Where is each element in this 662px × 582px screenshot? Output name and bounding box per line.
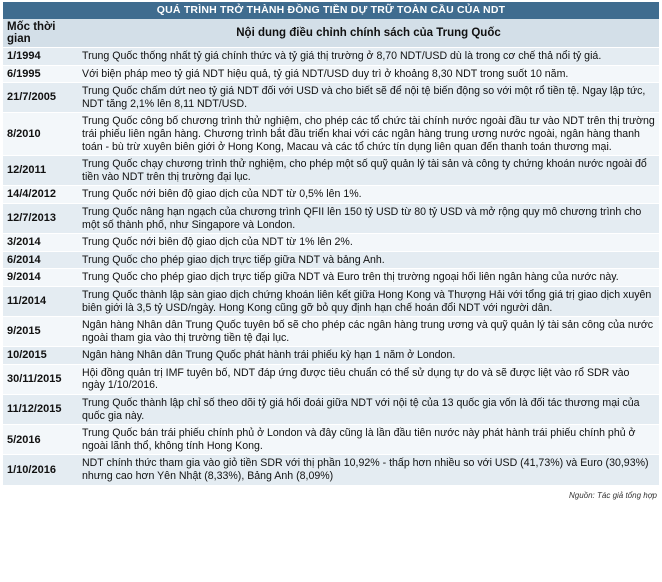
table-title: QUÁ TRÌNH TRỞ THÀNH ĐỒNG TIỀN DỰ TRỮ TOÀN CẦU CỦA NDT bbox=[3, 2, 659, 19]
table-row bbox=[3, 65, 659, 83]
table-row bbox=[3, 48, 659, 66]
row-content: Trung Quốc cho phép giao dịch trực tiếp giữa NDT và bảng Anh. bbox=[78, 251, 659, 269]
row-content: NDT chính thức tham gia vào giỏ tiền SDR với thị phần 10,92% - thấp hơn nhiều so với USD (41,73%) và Euro (30,93%) nhưng cao hơn Yên Nhật (8,33%), Bảng Anh (8,09%) bbox=[78, 455, 659, 485]
table-row bbox=[3, 113, 659, 156]
row-content: Trung Quốc nới biên độ giao dịch của NDT từ 1% lên 2%. bbox=[78, 234, 659, 252]
row-date: 3/2014 bbox=[3, 234, 78, 252]
table-row bbox=[3, 347, 659, 365]
row-date: 30/11/2015 bbox=[3, 364, 78, 394]
row-content: Trung Quốc chấm dứt neo tỷ giá NDT đối với USD và cho biết sẽ để nội tệ biến động so với một rổ tiền tệ. Ngay lập tức, NDT tăng 2,1% lên 8,11 NDT/USD. bbox=[78, 83, 659, 113]
table-row bbox=[3, 234, 659, 252]
row-content: Trung Quốc nâng hạn ngạch của chương trình QFII lên 150 tỷ USD từ 80 tỷ USD và mở rộng quy mô chương trình cho một số thành phố, như Singapore và London. bbox=[78, 203, 659, 233]
row-date: 12/7/2013 bbox=[3, 203, 78, 233]
header-content: Nội dung điều chỉnh chính sách của Trung Quốc bbox=[78, 19, 659, 48]
table-row bbox=[3, 156, 659, 186]
table-row bbox=[3, 425, 659, 455]
row-date: 1/10/2016 bbox=[3, 455, 78, 485]
row-content: Trung Quốc nới biên độ giao dịch của NDT từ 0,5% lên 1%. bbox=[78, 186, 659, 204]
row-content: Trung Quốc chạy chương trình thử nghiệm, cho phép một số quỹ quản lý tài sản và công ty chứng khoán nước ngoài đổ tiền vào NDT trên thị trường đại lục. bbox=[78, 156, 659, 186]
row-date: 14/4/2012 bbox=[3, 186, 78, 204]
row-content: Trung Quốc công bố chương trình thử nghiệm, cho phép các tổ chức tài chính nước ngoài đầu tư vào NDT trên thị trường trái phiếu liên ngân hàng. Chương trình bắt đầu triển khai với các ngân hàng trung ương nước ngoài, ngân hàng thanh toán - bù trừ xuyên biên giới ở Hong Kong, Macau và các tổ chức tín dụng liên quan đến thanh toán thương mại. bbox=[78, 113, 659, 156]
table-row bbox=[3, 186, 659, 204]
row-content: Ngân hàng Nhân dân Trung Quốc phát hành trái phiếu kỳ hạn 1 năm ở London. bbox=[78, 347, 659, 365]
table-header-row bbox=[3, 19, 659, 48]
row-content: Với biện pháp meo tỷ giá NDT hiệu quả, tỷ giá NDT/USD duy trì ở khoảng 8,30 NDT trong suốt 10 năm. bbox=[78, 65, 659, 83]
row-content: Trung Quốc thống nhất tỷ giá chính thức và tỷ giá thị trường ở 8,70 NDT/USD dù là trong cơ chế thả nổi tỷ giá. bbox=[78, 48, 659, 66]
table-row bbox=[3, 395, 659, 425]
row-content: Ngân hàng Nhân dân Trung Quốc tuyên bố sẽ cho phép các ngân hàng trung ương và quỹ quản lý tài sản công của nước ngoài tham gia vào thị trường tiền tệ đại lục. bbox=[78, 317, 659, 347]
row-content: Trung Quốc thành lập chỉ số theo dõi tỷ giá hối đoái giữa NDT với nội tệ của 13 quốc gia vốn là đối tác thương mại của quốc gia này. bbox=[78, 395, 659, 425]
table-row bbox=[3, 455, 659, 485]
row-date: 6/1995 bbox=[3, 65, 78, 83]
row-date: 6/2014 bbox=[3, 251, 78, 269]
policy-table-figure bbox=[3, 2, 659, 500]
row-date: 9/2015 bbox=[3, 317, 78, 347]
row-date: 9/2014 bbox=[3, 269, 78, 287]
table-row bbox=[3, 203, 659, 233]
table-body bbox=[3, 48, 659, 486]
row-date: 21/7/2005 bbox=[3, 83, 78, 113]
table-row bbox=[3, 269, 659, 287]
row-content: Trung Quốc bán trái phiếu chính phủ ở London và đây cũng là lần đầu tiên nước này phát hành trái phiếu chính phủ ở ngoài lãnh thổ, không tính Hong Kong. bbox=[78, 425, 659, 455]
table-row bbox=[3, 317, 659, 347]
table-row bbox=[3, 364, 659, 394]
row-content: Trung Quốc thành lập sàn giao dịch chứng khoán liên kết giữa Hong Kong và Thượng Hải với tổng giá trị giao dịch xuyên biên giới là 3,5 tỷ USD/ngày. Hong Kong cũng gỡ bỏ quy định hạn chế hoán đổi NDT với người dân. bbox=[78, 286, 659, 316]
table-row bbox=[3, 251, 659, 269]
row-content: Hội đồng quản trị IMF tuyên bố, NDT đáp ứng được tiêu chuẩn có thể sử dụng tự do và sẽ được liệt vào rổ SDR vào ngày 1/10/2016. bbox=[78, 364, 659, 394]
source-note: Nguồn: Tác giả tổng hợp bbox=[568, 490, 657, 500]
row-date: 12/2011 bbox=[3, 156, 78, 186]
policy-timeline-table bbox=[3, 19, 659, 486]
row-content: Trung Quốc cho phép giao dịch trực tiếp giữa NDT và Euro trên thị trường ngoại hối liên ngân hàng của nước này. bbox=[78, 269, 659, 287]
row-date: 11/12/2015 bbox=[3, 395, 78, 425]
row-date: 1/1994 bbox=[3, 48, 78, 66]
row-date: 11/2014 bbox=[3, 286, 78, 316]
table-row bbox=[3, 83, 659, 113]
row-date: 10/2015 bbox=[3, 347, 78, 365]
row-date: 8/2010 bbox=[3, 113, 78, 156]
row-date: 5/2016 bbox=[3, 425, 78, 455]
header-date: Mốc thời gian bbox=[3, 19, 78, 48]
table-row bbox=[3, 286, 659, 316]
